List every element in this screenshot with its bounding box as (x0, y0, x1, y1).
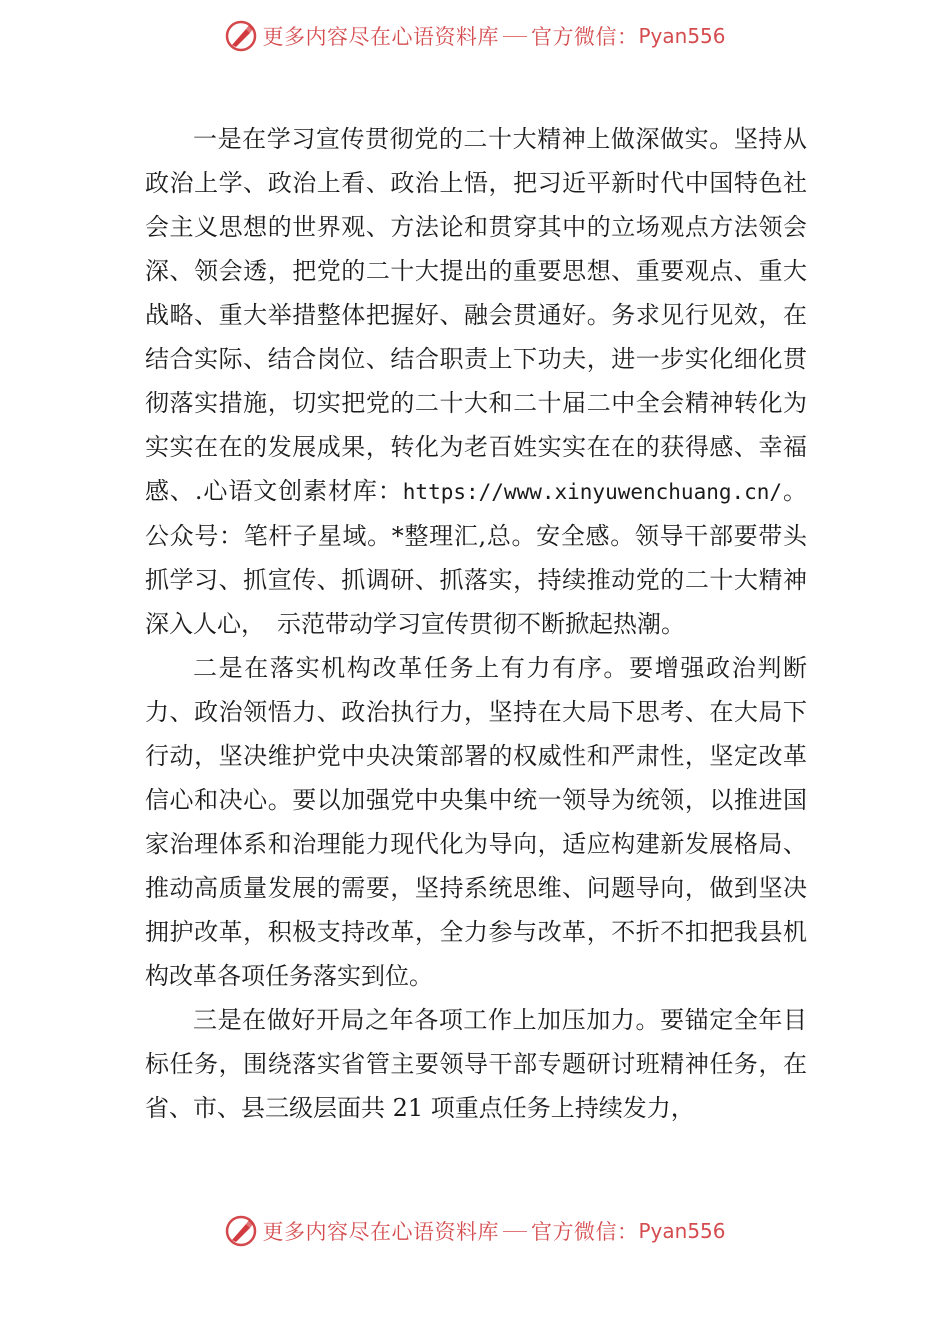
header-wechat-label: 官方微信： (530, 25, 639, 49)
footer-separator (503, 1231, 527, 1232)
header-wechat-id: Pyan556 (638, 24, 726, 48)
footer-wechat-label: 官方微信： (530, 1220, 639, 1244)
document-body (145, 117, 807, 1130)
paragraph-3: 三是在做好开局之年各项工作上加压加力。要锚定全年目标任务，围绕落实省管主要领导干部专题研讨班精神任务，在省、市、县三级层面共 21 项重点任务上持续发力， (145, 1006, 807, 1122)
paragraph-2: 二是在落实机构改革任务上有力有序。要增强政治判断力、政治领悟力、政治执行力，坚持在大局下思考、在大局下行动，坚决维护党中央决策部署的权威性和严肃性，坚定改革信心和决心。要以加强党中央集中统一领导为统领，以推进国家治理体系和治理能力现代化为导向，适应构建新发展格局、推动高质量发展的需要，坚持系统思维、问题导向，做到坚决拥护改革，积极支持改革，全力参与改革，不折不扣把我县机构改革各项任务落实到位。 (145, 654, 807, 990)
paragraph-1-text-a: 一是在学习宣传贯彻党的二十大精神上做深做实。坚持从政治上学、政治上看、政治上悟，把习近平新时代中国特色社会主义思想的世界观、方法论和贯穿其中的立场观点方法领会深、领会透，把党的二十大提出的重要思想、重要观点、重大战略、重大举措整体把握好、融会贯通好。务求见行见效，在结合实际、结合岗位、结合职责上下功夫，进一步实化细化贯彻落实措施，切实把党的二十大和二十届二中全会精神转化为实实在在的发展成果，转化为老百姓实实在在的获得感、幸福感、.心语文创素材库： (145, 125, 807, 505)
footer-brand-text: 更多内容尽在心语资料库 (262, 1220, 499, 1244)
paragraph-1-url: https://www.xinyuwenchuang.cn/ (402, 480, 783, 504)
header-banner (0, 16, 950, 56)
footer-banner (0, 1211, 950, 1251)
pen-nib-logo-icon (224, 1214, 258, 1248)
footer-wechat-id: Pyan556 (638, 1219, 726, 1243)
header-separator (503, 36, 527, 37)
paragraph-1 (145, 117, 807, 646)
pen-nib-logo-icon (224, 19, 258, 53)
header-brand-text: 更多内容尽在心语资料库 (262, 25, 499, 49)
paragraph-1-text-b: 。公众号：笔杆子星域。*整理汇,总。安全感。领导干部要带头抓学习、抓宣传、抓调研、抓落实，持续推动党的二十大精神深入人心， 示范带动学习宣传贯彻不断掀起热潮。 (145, 477, 807, 638)
